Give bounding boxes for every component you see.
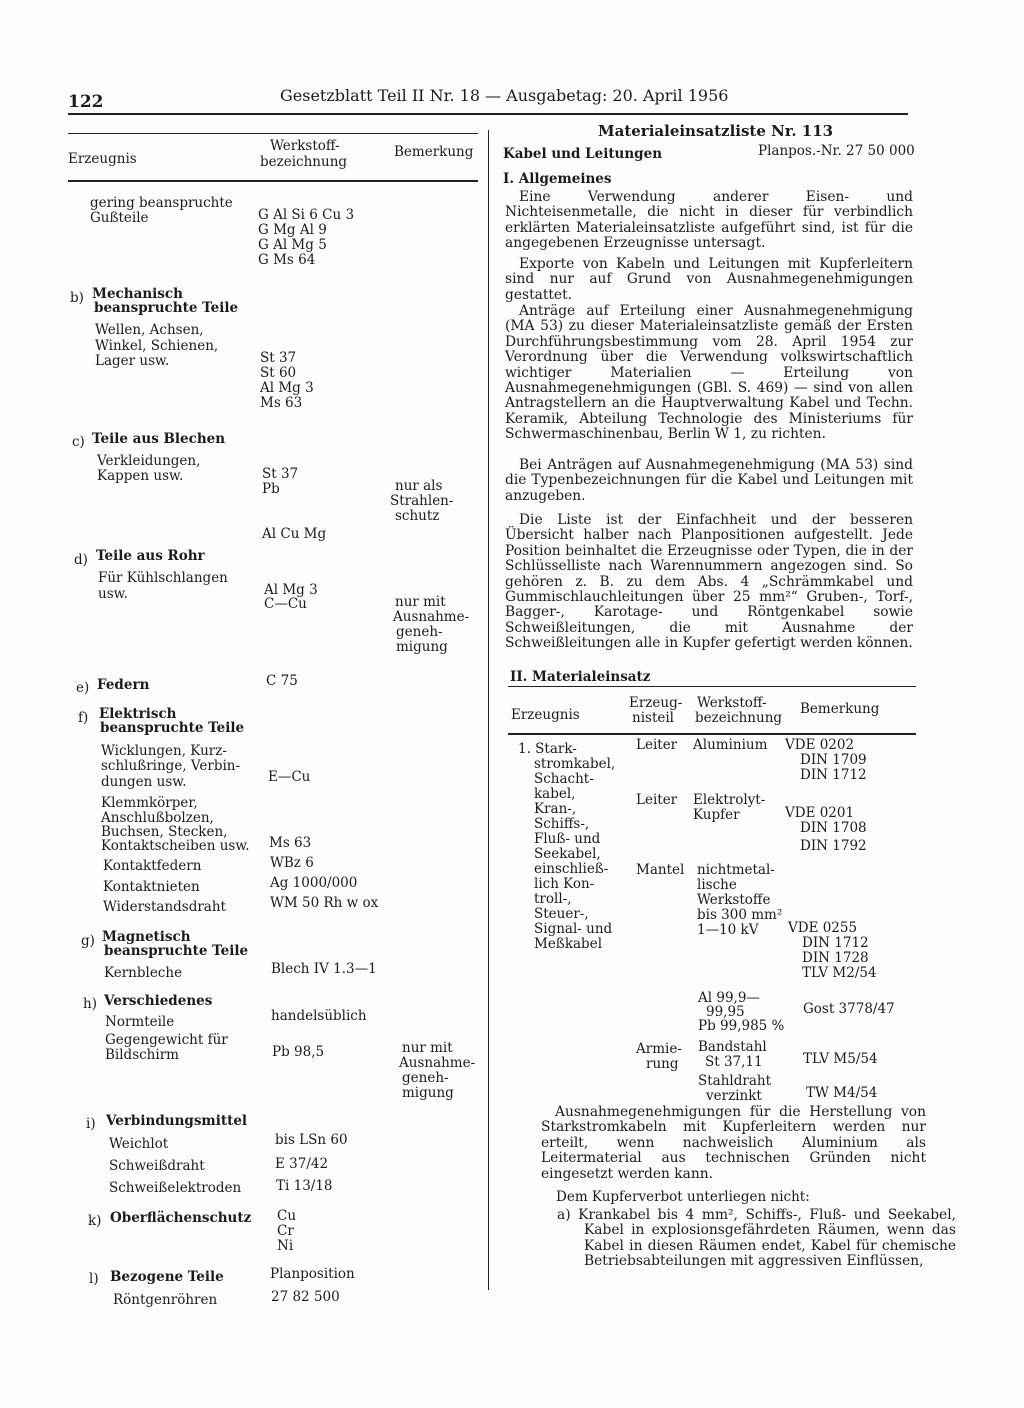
- section-f-item1-3: dungen usw.: [101, 774, 187, 790]
- section-d-remark-4: migung: [396, 639, 448, 655]
- mt-r3-material-5: 1—10 kV: [697, 922, 759, 938]
- mt-r1-material: Aluminium: [693, 737, 768, 753]
- section-g-letter: g): [81, 933, 95, 949]
- section-l-title: Bezogene Teile: [110, 1269, 224, 1285]
- left-col-material-header-2: bezeichnung: [260, 154, 348, 170]
- section-i-letter: i): [86, 1116, 96, 1132]
- section-f-item5: Widerstandsdraht: [103, 899, 226, 915]
- section-l-material: 27 82 500: [271, 1289, 340, 1305]
- mt-r3-part: Mantel: [636, 862, 685, 878]
- mt-product-5: Kran-,: [534, 801, 577, 817]
- mt-product-14: Meßkabel: [534, 936, 603, 952]
- section-f-item1-2: schlußringe, Verbin-: [101, 758, 241, 774]
- section-b-letter: b): [70, 290, 84, 306]
- cast-material-4: G Ms 64: [258, 252, 316, 268]
- paragraph-4: Bei Anträgen auf Ausnahmegenehmigung (MA 53) sind die Typenbezeichnungen für die Kabel und Leitungen mit anzugeben.: [505, 457, 913, 504]
- section-c-item-1: Verkleidungen,: [97, 453, 201, 469]
- section-d-remark-2: Ausnahme-: [393, 609, 470, 625]
- paragraph-2: Exporte von Kabeln und Leitungen mit Kupferleitern sind nur auf Grund von Ausnahmegenehmigungen gestattet.: [505, 256, 913, 303]
- section-h-remark-4: migung: [402, 1085, 454, 1101]
- section-k-material-3: Ni: [277, 1238, 294, 1254]
- mt-r3-material-3: Werkstoffe: [697, 892, 771, 908]
- paragraph-1: Eine Verwendung anderer Eisen- und Nichteisenmetalle, die nicht in dieser für verbindlich erklärten Materialeinsatzliste aufgeführt sind, ist für die angegebenen Erzeugnisse untersagt.: [505, 189, 913, 252]
- section-l-letter: l): [89, 1271, 99, 1287]
- mt-r3-material-4: bis 300 mm²: [697, 907, 783, 923]
- section-d-letter: d): [74, 552, 88, 568]
- paragraph-3: Anträge auf Erteilung einer Ausnahmegenehmigung (MA 53) zu dieser Materialeinsatzliste gemäß der Ersten Durchführungsbestimmung vom 28. April 1954 zur Verordnung über die Verwendung volkswirtschaftlich wichtiger Materialien — Erteilung von Ausnahmegenehmigungen (GBl. S. 469) — sind von allen Antragstellern an die Hauptverwaltung Kabel und Techn. Keramik, Abteilung Technologie des Ministeriums für Schwermaschinenbau, Berlin W 1, zu richten.: [505, 303, 913, 443]
- planpos-number: Planpos.-Nr. 27 50 000: [758, 143, 915, 159]
- mt-r4-remark: Gost 3778/47: [803, 1001, 895, 1017]
- mt-header-part-2: nisteil: [632, 710, 674, 726]
- mt-header-material-2: bezeichnung: [695, 710, 783, 726]
- section-f-item2-1: Klemmkörper,: [101, 795, 198, 811]
- mt-r5-remark-1: TLV M5/54: [803, 1051, 878, 1067]
- section-b-material-4: Ms 63: [260, 395, 303, 411]
- cast-material-3: G Al Mg 5: [258, 237, 327, 253]
- mt-product-11: troll-,: [534, 891, 572, 907]
- section-b-title-2: beanspruchte Teile: [94, 300, 239, 316]
- section-c-letter: c): [72, 434, 85, 450]
- section-c-material-1: St 37: [262, 466, 299, 482]
- section-f-item3: Kontaktfedern: [103, 858, 202, 874]
- mt-r5-material-1: Bandstahl: [698, 1039, 767, 1055]
- section-b-item-3: Lager usw.: [95, 353, 170, 369]
- mt-r2-part: Leiter: [636, 792, 678, 808]
- section-h-remark-1: nur mit: [402, 1040, 453, 1056]
- mt-product-6: Schiffs-,: [534, 816, 590, 832]
- header-rule: [68, 113, 908, 115]
- mt-r3-remark-3: DIN 1728: [802, 950, 869, 966]
- left-table-top-rule: [68, 133, 478, 134]
- section-d-item-1: Für Kühlschlangen: [98, 570, 228, 586]
- section-h-title: Verschiedenes: [104, 993, 213, 1009]
- material-table-top-rule: [508, 686, 916, 687]
- section-c-item-2: Kappen usw.: [97, 468, 184, 484]
- mt-product-13: Signal- und: [534, 921, 613, 937]
- mt-r3-remark-1: VDE 0255: [788, 920, 858, 936]
- mt-r1-remark-2: DIN 1709: [800, 752, 867, 768]
- section-f-item1-1: Wicklungen, Kurz-: [101, 743, 227, 759]
- mt-r2-material-2: Kupfer: [693, 807, 740, 823]
- mt-r2-remark-1: VDE 0201: [785, 805, 855, 821]
- left-col-product-header: Erzeugnis: [68, 151, 137, 167]
- mt-r3-remark-2: DIN 1712: [802, 935, 869, 951]
- mt-product-8: Seekabel,: [534, 846, 601, 862]
- section-h-letter: h): [83, 996, 97, 1012]
- mt-product-2: stromkabel,: [534, 756, 616, 772]
- section-f-item2-2: Anschlußbolzen,: [101, 810, 214, 826]
- list-subject: Kabel und Leitungen: [503, 146, 663, 162]
- section-c-remark-1: nur als: [395, 478, 443, 494]
- section-g-title-1: Magnetisch: [102, 929, 191, 945]
- section-h-material-1: handelsüblich: [271, 1008, 367, 1024]
- section-d-remark-1: nur mit: [395, 594, 446, 610]
- section-f-material-2: Ms 63: [269, 835, 312, 851]
- mt-product-10: lich Kon-: [534, 876, 595, 892]
- section-f-title-1: Elektrisch: [99, 706, 177, 722]
- mt-header-part-1: Erzeug-: [629, 695, 683, 711]
- section-f-letter: f): [78, 710, 89, 726]
- cast-label-2: Gußteile: [90, 210, 149, 226]
- mt-header-material-1: Werkstoff-: [697, 695, 767, 711]
- section-c-title: Teile aus Blechen: [92, 431, 226, 447]
- section-1-title: I. Allgemeines: [503, 171, 612, 187]
- mt-r5-remark-2: TW M4/54: [806, 1085, 878, 1101]
- section-f-title-2: beanspruchte Teile: [100, 720, 245, 736]
- section-f-material-3: WBz 6: [270, 855, 314, 871]
- section-i-item-2: Schweißdraht: [109, 1158, 205, 1174]
- section-h-remark-3: geneh-: [402, 1070, 449, 1086]
- mt-r2-material-1: Elektrolyt-: [693, 792, 766, 808]
- section-k-material-1: Cu: [277, 1208, 297, 1224]
- cast-label-1: gering beanspruchte: [90, 195, 233, 211]
- page-number: 122: [68, 92, 104, 112]
- mt-r1-remark-3: DIN 1712: [800, 767, 867, 783]
- mt-r1-part: Leiter: [636, 737, 678, 753]
- section-i-item-1: Weichlot: [109, 1136, 169, 1152]
- section-b-material-1: St 37: [260, 350, 297, 366]
- mt-r4-material-2: 99,95: [706, 1004, 745, 1020]
- mt-header-remark: Bemerkung: [800, 701, 880, 717]
- paragraph-6: Ausnahmegenehmigungen für die Herstellung von Starkstromkabeln mit Kupferleitern werden nur erteilt, wenn nachweislich Aluminium als Leitermaterial aus technischen Gründen nicht eingesetzt werden kann.: [541, 1104, 926, 1182]
- mt-r4-material-3: Pb 99,985 %: [698, 1018, 785, 1034]
- mt-product-7: Fluß- und: [534, 831, 601, 847]
- section-k-letter: k): [88, 1213, 102, 1229]
- cast-material-1: G Al Si 6 Cu 3: [258, 207, 355, 223]
- mt-r5-material-4: verzinkt: [706, 1088, 762, 1104]
- section-d-material-2: C—Cu: [264, 596, 307, 612]
- section-d-material-1: Al Mg 3: [264, 582, 318, 598]
- section-h-item-2a: Gegengewicht für: [105, 1032, 228, 1048]
- left-col-material-header: Werkstoff-: [270, 138, 340, 154]
- section-g-material: Blech IV 1.3—1: [271, 961, 377, 977]
- mt-r5-part-1: Armie-: [636, 1041, 682, 1057]
- mt-r5-part-2: rung: [646, 1056, 679, 1072]
- section-h-remark-2: Ausnahme-: [399, 1055, 476, 1071]
- section-c-material-3: Al Cu Mg: [262, 526, 327, 542]
- section-c-remark-3: schutz: [395, 508, 440, 524]
- section-b-title-1: Mechanisch: [92, 286, 183, 302]
- mt-product-12: Steuer-,: [534, 906, 589, 922]
- paragraph-7: Dem Kupferverbot unterliegen nicht:: [556, 1189, 810, 1205]
- column-divider: [488, 130, 489, 1290]
- section-d-remark-3: geneh-: [396, 624, 443, 640]
- section-f-material-5: WM 50 Rh w ox: [270, 895, 379, 911]
- section-c-remark-2: Strahlen-: [390, 493, 454, 509]
- section-i-material-2: E 37/42: [275, 1156, 329, 1172]
- left-col-remark-header: Bemerkung: [394, 144, 474, 160]
- mt-r3-remark-4: TLV M2/54: [802, 965, 877, 981]
- section-c-material-2: Pb: [262, 481, 280, 497]
- mt-header-product: Erzeugnis: [511, 707, 580, 723]
- section-f-item2-3: Buchsen, Stecken,: [101, 824, 228, 840]
- section-h-item-2b: Bildschirm: [105, 1047, 179, 1063]
- section-f-item4: Kontaktnieten: [103, 879, 200, 895]
- section-i-material-3: Ti 13/18: [276, 1178, 333, 1194]
- mt-r3-material-2: lische: [697, 877, 737, 893]
- section-h-material-2: Pb 98,5: [272, 1044, 325, 1060]
- section-k-title: Oberflächenschutz: [110, 1210, 252, 1226]
- mt-r4-material-1: Al 99,9—: [698, 990, 760, 1006]
- mt-product-9: einschließ-: [534, 861, 609, 877]
- section-k-material-2: Cr: [277, 1223, 294, 1239]
- section-f-item2-4: Kontaktscheiben usw.: [101, 838, 250, 854]
- mt-r1-remark-1: VDE 0202: [785, 737, 855, 753]
- section-e-letter: e): [76, 680, 90, 696]
- section-b-material-2: St 60: [260, 365, 297, 381]
- section-h-item-1: Normteile: [105, 1014, 175, 1030]
- section-g-item: Kernbleche: [104, 965, 183, 981]
- section-d-title: Teile aus Rohr: [96, 548, 205, 564]
- section-f-material-1: E—Cu: [268, 769, 311, 785]
- section-2-title: II. Materialeinsatz: [510, 669, 651, 685]
- section-i-title: Verbindungsmittel: [106, 1113, 248, 1129]
- mt-product-1: 1. Stark-: [518, 741, 577, 757]
- cast-material-2: G Mg Al 9: [258, 222, 327, 238]
- section-g-title-2: beanspruchte Teile: [104, 943, 249, 959]
- section-i-material-1: bis LSn 60: [275, 1132, 348, 1148]
- mt-r2-remark-2: DIN 1708: [800, 820, 867, 836]
- gazette-header-title: Gesetzblatt Teil II Nr. 18 — Ausgabetag: 20. April 1956: [280, 86, 729, 105]
- paragraph-8: a) Krankabel bis 4 mm², Schiffs-, Fluß- und Seekabel, Kabel in explosionsgefährdeten Räumen, wenn das Kabel in diesen Räumen endet, Kabel für chemische Betriebsabteilungen mit aggressiven Einflüssen,: [557, 1207, 956, 1270]
- mt-r2-remark-3: DIN 1792: [800, 838, 867, 854]
- mt-r3-material-1: nichtmetal-: [697, 862, 775, 878]
- mt-product-4: kabel,: [534, 786, 576, 802]
- section-b-item-1: Wellen, Achsen,: [95, 322, 204, 338]
- section-b-material-3: Al Mg 3: [260, 380, 314, 396]
- mt-product-3: Schacht-: [534, 771, 594, 787]
- section-l-item: Röntgenröhren: [113, 1292, 218, 1308]
- mt-r5-material-3: Stahldraht: [698, 1073, 771, 1089]
- material-table-header-rule: [508, 733, 916, 735]
- section-f-material-4: Ag 1000/000: [270, 875, 358, 891]
- section-e-material: C 75: [266, 673, 298, 689]
- section-b-item-2: Winkel, Schienen,: [95, 338, 219, 354]
- section-e-title: Federn: [97, 677, 150, 693]
- left-table-header-rule: [68, 180, 478, 182]
- section-d-item-2: usw.: [98, 586, 128, 602]
- list-title: Materialeinsatzliste Nr. 113: [598, 122, 834, 140]
- paragraph-5: Die Liste ist der Einfachheit und der besseren Übersicht halber nach Planpositionen aufgestellt. Jede Position beinhaltet die Erzeugnisse oder Typen, die in der Schlüsselliste nach Warennummern angezogen sind. So gehören z. B. zu dem Abs. 4 „Schrämmkabel und Gummischlauchleitungen über 25 mm²“ Gruben-, Torf-, Bagger-, Karotage- und Röntgenkabel sowie Schweißleitungen, die mit Ausnahme der Schweißleitungen alle in Kupfer gefertigt werden können.: [505, 512, 913, 652]
- section-l-material-title: Planposition: [270, 1266, 355, 1282]
- mt-r5-material-2: St 37,11: [705, 1054, 763, 1070]
- section-i-item-3: Schweißelektroden: [109, 1180, 242, 1196]
